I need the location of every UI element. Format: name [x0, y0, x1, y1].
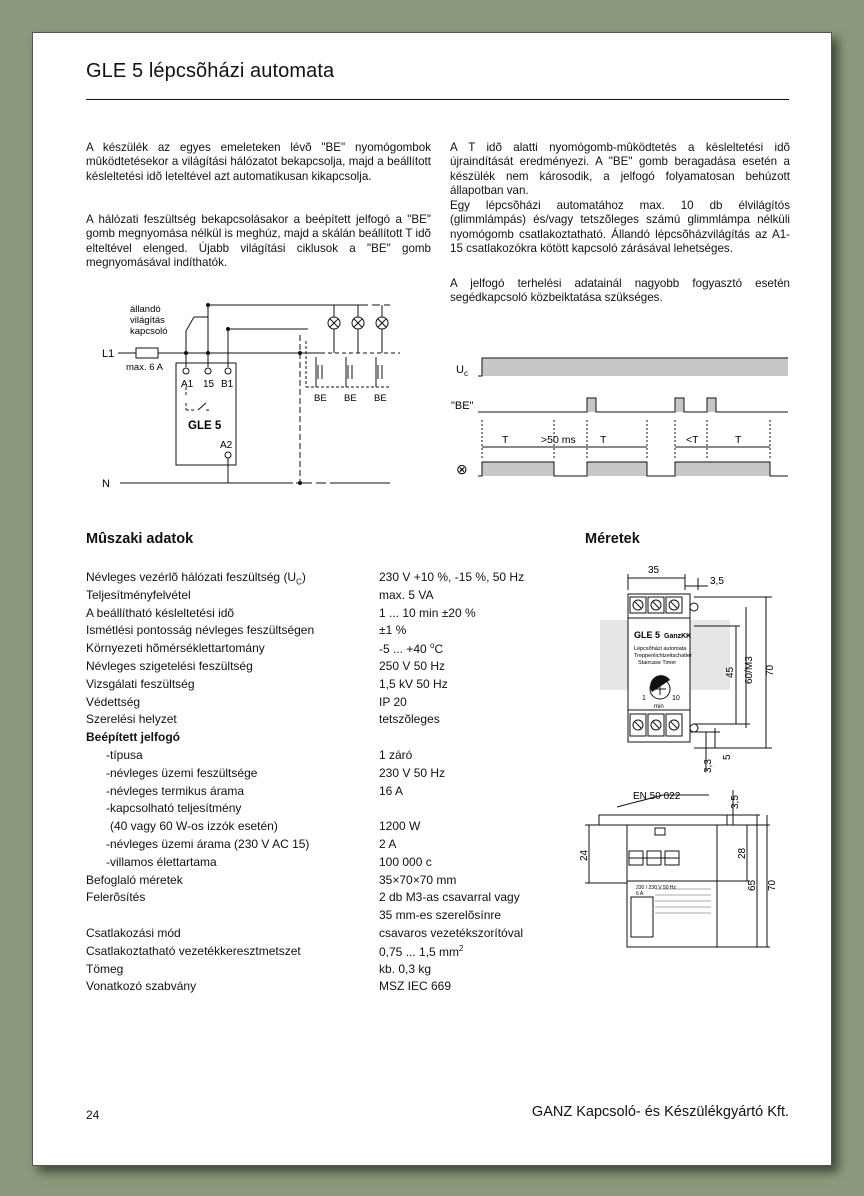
spec-value: 1 ... 10 min ±20 % [379, 605, 476, 620]
spec-value: ±1 % [379, 623, 407, 638]
dial-min-value: 1 [642, 695, 646, 702]
spec-label: -villamos élettartama [106, 854, 217, 869]
spec-label: Befoglaló méretek [86, 872, 183, 887]
spec-value: 100 000 c [379, 854, 432, 869]
button-label-3: BE [374, 393, 387, 404]
front-height-m3: 60/M3 [744, 656, 755, 684]
side-standard: EN 50 022 [633, 791, 681, 802]
spec-value: 1,5 kV 50 Hz [379, 676, 448, 691]
dial-max-value: 10 [672, 695, 680, 702]
timing-label-2: >50 ms [541, 434, 576, 446]
spec-value: MSZ IEC 669 [379, 979, 452, 994]
spec-value: 2 db M3-as csavarral vagy [379, 890, 520, 905]
side-plate-line-1: 230 / 230 V 50 Hz [636, 885, 677, 891]
terminal-a1: A1 [181, 379, 194, 390]
spec-label: Tömeg [86, 961, 124, 976]
spec-value: 250 V 50 Hz [379, 659, 446, 673]
terminal-15: 15 [203, 379, 215, 390]
spec-label: -kapcsolható teljesítmény [106, 801, 242, 816]
spec-label: Csatlakoztatható vezetékkeresztmetszet [86, 943, 301, 958]
front-height-33: 3,3 [703, 759, 714, 773]
front-height-5: 5 [722, 754, 733, 760]
side-plate-line-2: 6 A [636, 891, 644, 897]
l1-label: L1 [102, 348, 115, 360]
button-label-2: BE [344, 393, 357, 404]
switch-label-3: kapcsoló [130, 326, 168, 337]
intro-paragraph-4: Egy lépcsõházi automatához max. 10 db élvilágítós (glimmlámpás) és/vagy tetszõleges számú glimmlámpa nélküli nyomógomb csatlakoztatható. Állandó lépcsõházvilágítás az A1-15 csatlakozókra kötött kapcsoló zárásával lehetséges. [450, 199, 790, 256]
spec-label: (40 vagy 60 W-os izzók esetén) [110, 819, 278, 834]
spec-value: 230 V +10 %, -15 %, 50 Hz [379, 570, 525, 584]
spec-value: kb. 0,3 kg [379, 961, 432, 976]
front-device-name: GLE 5 [634, 630, 661, 640]
spec-value: -5 ... +40 $^o$C [379, 641, 444, 657]
spec-value: 16 A [379, 783, 404, 798]
device-label: GLE 5 [188, 420, 222, 432]
be-signal-label: "BE" [451, 400, 474, 412]
spec-label: Beépített jelfogó [86, 730, 181, 745]
spec-label: A beállítható késleltetési idõ [86, 605, 235, 620]
spec-value: 1 záró [379, 748, 413, 762]
intro-paragraph-1: A készülék az egyes emeleteken lévõ "BE" nyomógombok mûködtetésekor a világítási hálózatot bekapcsolja, majd a beállított késleltetési idõ leteltével azt automatikusan kikapcsolja. [86, 141, 431, 183]
spec-label: -névleges üzemi árama (230 V AC 15) [106, 837, 310, 851]
button-label-1: BE [314, 393, 327, 404]
front-brand-logo: GanzKK [664, 633, 692, 640]
dial-unit: min [654, 704, 664, 710]
spec-label: -névleges üzemi feszültsége [106, 765, 258, 780]
spec-value: 230 V 50 Hz [379, 765, 446, 780]
spec-value: 2 A [379, 837, 397, 851]
spec-label: Vonatkozó szabvány [86, 979, 197, 994]
spec-label: Névleges vezérlõ hálózati feszültség $(U_C)$ [86, 570, 306, 587]
front-subtitle-2: Treppenlichtzeitschalter [634, 653, 692, 659]
page-number: 24 [86, 1108, 100, 1122]
spec-value: IP 20 [379, 694, 407, 709]
spec-value: 35 mm-es szerelõsínre [379, 908, 502, 923]
front-subtitle-1: Lépcsõházi automata [634, 646, 687, 652]
spec-value: tetszõleges [379, 712, 440, 727]
spec-label: -névleges termikus árama [106, 783, 245, 798]
spec-label: Vizsgálati feszültség [86, 676, 195, 691]
front-dimension-drawing [590, 562, 790, 777]
spec-value: 1200 W [379, 819, 421, 834]
spec-label: Felerõsítés [86, 890, 146, 905]
spec-label: Ismétlési pontosság névleges feszültségen [86, 623, 315, 638]
lamp-icon: ⊗ [456, 461, 468, 477]
switch-label-1: állandó [130, 304, 161, 315]
spec-label: -típusa [106, 748, 143, 762]
side-height-70: 70 [767, 879, 778, 891]
uc-label: $U_c$ [456, 364, 468, 378]
terminal-a2: A2 [220, 440, 233, 451]
spec-label: Csatlakozási mód [86, 926, 181, 940]
timing-diagram [450, 350, 795, 490]
timing-label-3: T [600, 434, 607, 446]
timing-label-5: T [735, 434, 742, 446]
front-offset: 3,5 [710, 576, 724, 587]
spec-label: Szerelési helyzet [86, 712, 177, 727]
spec-label: Környezeti hõmérséklettartomány [86, 641, 265, 656]
terminal-b1: B1 [221, 379, 234, 390]
timing-label-1: T [502, 434, 509, 446]
front-width: 35 [648, 565, 660, 576]
intro-paragraph-3: A T idõ alatti nyomógomb-mûködtetés a késleltetési idõ újraindítását eredményezi. A "BE" gomb beragadása esetén a készülék nem károsodik, a jelfogó folyamatosan behúzott állapotban van. [450, 141, 790, 198]
company-name: GANZ Kapcsoló- és Készülékgyártó Kft. [531, 1104, 789, 1120]
side-dimension-drawing [575, 785, 790, 960]
n-label: N [102, 478, 110, 490]
side-offset: 3,5 [730, 795, 741, 809]
intro-paragraph-5: A jelfogó terhelési adatainál nagyobb fogyasztó esetén segédkapcsoló közbeiktatása szükséges. [450, 277, 790, 305]
spec-value: 0,75 ... 1,5 $mm^2$ [379, 943, 464, 959]
spec-value: 35×70×70 mm [379, 872, 457, 887]
intro-paragraph-2: A hálózati feszültség bekapcsolásakor a beépített jelfogó a "BE" gomb megnyomása nélkül is meghúz, majd a skálán beállított T idõ elteltével elenged. Újabb világítási ciklusok a "BE" gomb megnyomásával indíthatók. [86, 213, 431, 270]
front-height-45: 45 [725, 666, 736, 678]
spec-label: Védettség [86, 694, 141, 709]
spec-label: Teljesítményfelvétel [86, 587, 191, 602]
timing-label-4: <T [686, 434, 699, 446]
page-title: GLE 5 lépcsõházi automata [86, 60, 335, 82]
wiring-diagram [90, 295, 420, 500]
specs-heading: Mûszaki adatok [86, 531, 194, 547]
spec-label: Névleges szigetelési feszültség [86, 659, 253, 673]
title-rule [86, 99, 789, 100]
switch-label-2: világítás [130, 315, 165, 326]
dims-heading: Méretek [585, 531, 640, 547]
fuse-label: max. 6 A [126, 362, 163, 373]
spec-value: csavaros vezetékszorítóval [379, 926, 524, 940]
front-subtitle-3: Staircase Timer [638, 660, 677, 666]
side-height-24: 24 [579, 849, 590, 861]
side-height-65: 65 [747, 879, 758, 891]
front-height-70: 70 [765, 664, 776, 676]
spec-value: max. 5 VA [379, 587, 434, 602]
side-height-28: 28 [737, 847, 748, 859]
